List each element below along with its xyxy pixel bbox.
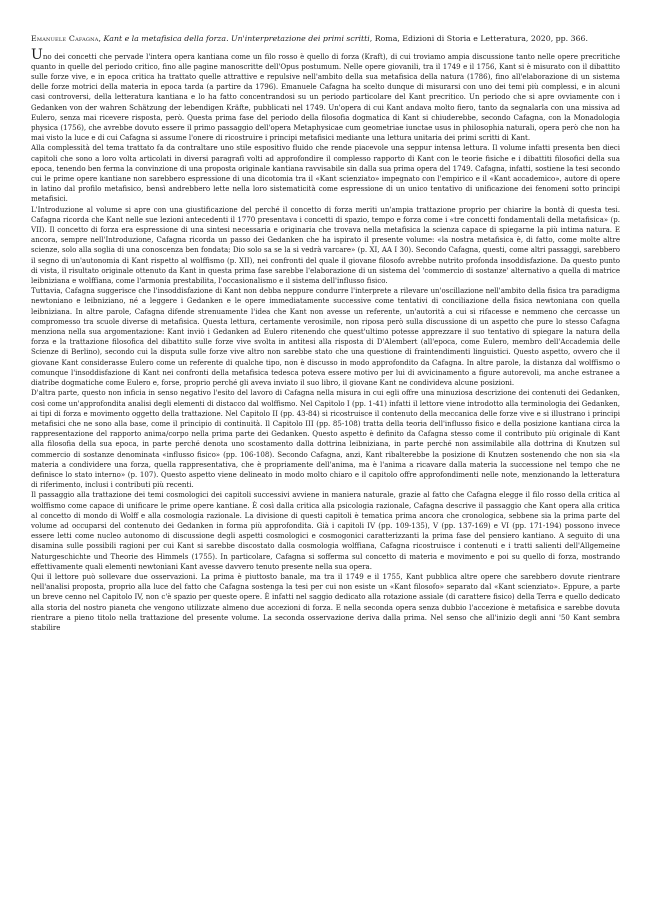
reference-title: Kant e la metafisica della forza. Un'interpretazione dei primi scritti	[103, 34, 370, 43]
drop-cap: U	[31, 46, 43, 63]
paragraph: L'Introduzione al volume si apre con una giustificazione del perché il concetto di forza meriti un'ampia trattazione proprio per chiarire la bontà di questa tesi. Cafagna ricorda che Kant nelle sue lezioni antecedenti il 1770 presentava i concetti di spazio, tempo e forza come i «tre concetti fondamentali della metafisica» (p. VII). Il concetto di forza era espressione di una sintesi necessaria e originaria che trovava nella metafisica la scienza capace di spiegarne la più intima natura. E ancora, sempre nell'Introduzione, Cafagna ricorda un passo dei Gedanken che ha ispirato il presente volume: «la nostra metafisica è, di fatto, come molte altre scienze, solo alla soglia di una conoscenza ben fondata; Dio solo sa se la si vedrà varcare» (p. XI, AA I 30). Secondo Cafagna, questi, come altri passaggi, sarebbero il segno di un'autonomia di Kant rispetto al wolffismo (p. XII), nei confronti del quale il giovane filosofo avrebbe nutrito profonda insoddisfazione. Da questo punto di vista, il risultato originale ottenuto da Kant in questa prima fase sarebbe l'elaborazione di un sistema del 'commercio di sostanze' alternativo a quella di matrice leibniziana e wolffiana, come l'armonia prestabilita, l'occasionalismo e il sistema dell'influsso fisico.	[31, 204, 620, 286]
paragraph: Qui il lettore può sollevare due osservazioni. La prima è piuttosto banale, ma tra il 1749 e il 1755, Kant pubblica altre opere che sarebbero dovute rientrare nell'analisi proposta, proprio alla luce del fatto che Cafagna sostenga la tesi per cui non esiste un «Kant filosofo» separato dal «Kant scienziato». Eppure, a parte un breve cenno nel Capitolo IV, non c'è spazio per queste opere. È infatti nel saggio dedicato alla rotazione assiale (di carattere fisico) della Terra e quello dedicato alla storia del nostro pianeta che vengono utilizzate almeno due accezioni di forza. E nella seconda opera senza dubbio l'accezione è metafisica e sarebbe dovuta rientrare a pieno titolo nella trattazione del presente volume. La seconda osservazione deriva dalla prima. Nel senso che all'inizio degli anni '50 Kant sembra stabilire	[31, 571, 620, 632]
paragraph	[31, 46, 620, 144]
book-reference: Emanuele Cafagna, Kant e la metafisica della forza. Un'interpretazione dei primi scritti, Roma, Edizioni di Storia e Letteratura, 2020, pp. 366.	[31, 34, 588, 43]
paragraph-text: no dei concetti che pervade l'intera opera kantiana come un filo rosso è quello di forza (Kraft), di cui troviamo ampia discussione tanto nelle opere precritiche quanto in quelle del periodo critico, fino alle pagine manoscritte dell'Opus postumum. Nelle opere giovanili, tra il 1749 e il 1756, Kant si è misurato con il dibattito sulle forze vive, e in epoca critica ha trattato quelle attrattive e repulsive nell'ambito della sua metafisica della natura (1786), fino all'elaborazione di un sistema delle forze motrici della materia in epoca tarda (a partire da 1796). Emanuele Cafagna ha scelto dunque di misurarsi con uno dei temi più complessi, e in alcuni casi controversi, della letteratura kantiana e lo ha fatto concentrandosi su un periodo particolare del Kant precritico. Un periodo che si apre ovviamente con i Gedanken von der wahren Schätzung der lebendigen Kräfte, pubblicati nel 1749. Un'opera di cui Kant andava molto fiero, tanto da segnalarla con una missiva ad Eulero, senza mai ricevere risposta, però. Questa prima fase del periodo della filosofia dogmatica di Kant si chiuderebbe, secondo Cafagna, con la Monadologia physica (1756), che avrebbe dovuto essere il primo passaggio dell'opera Metaphysicae cum geometriae iunctae usus in philosophia naturali, opera però che non ha mai visto la luce e di cui Cafagna si assume l'onere di ricostruire i principi metafisici mediante una lettura unitaria dei primi scritti di Kant.	[31, 51, 620, 143]
reference-author: Emanuele Cafagna	[31, 34, 99, 43]
reference-publication: , Roma, Edizioni di Storia e Letteratura, 2020, pp. 366.	[369, 34, 588, 43]
review-body	[31, 46, 620, 634]
paragraph: Tuttavia, Cafagna suggerisce che l'insoddisfazione di Kant non debba neppure condurre l'interprete a rilevare un'oscillazione nell'ambito della fisica tra paradigma newtoniano e leibniziano, né a leggere i Gedanken e le opere immediatamente successive come tentativi di conciliazione della fisica newtoniana con quella leibniziana. In altre parole, Cafagna difende strenuamente l'idea che Kant non avesse un referente, un'autorità a cui si rifacesse e nemmeno che cercasse un compromesso tra scuole diverse di metafisica. Questa lettura, certamente verosimile, non riposa però sulla discussione di un aspetto che pure lo stesso Cafagna menziona nella sua argomentazione: Kant inviò i Gedanken ad Eulero ritenendo che quest'ultimo potesse apprezzare il suo tentativo di spiegare la natura della forza e la trattazione filosofica del dibattito sulle forze vive svolta in antitesi alla risposta di D'Alembert (all'epoca, come Eulero, membro dell'Accademia delle Scienze di Berlino), secondo cui la disputa sulle forze vive altro non sarebbe stato che una questione di fraintendimenti linguistici. Questo aspetto, ovvero che il giovane Kant considerasse Eulero come un referente di qualche tipo, non è discusso in modo approfondito da Cafagna. In altre parole, la distanza dal wolffismo o comunque l'insoddisfazione di Kant nei confronti della metafisica tedesca poteva essere motivo per lui di avvicinamento a figure autorevoli, ma anche estranee a diatribe dogmatiche come Eulero e, forse, proprio perché gli aveva inviato il suo libro, il giovane Kant ne condivideva alcune posizioni.	[31, 286, 620, 388]
paragraph: Il passaggio alla trattazione dei temi cosmologici dei capitoli successivi avviene in maniera naturale, grazie al fatto che Cafagna elegge il filo rosso della critica al wolffismo come capace di unificare le prime opere kantiane. È così dalla critica alla psicologia razionale, Cafagna descrive il passaggio che Kant opera alla critica al concetto di mondo di Wolff e alla cosmologia razionale. La divisione di questi capitoli è tematica prima ancora che cronologica, sebbene sia la prima parte del volume ad occuparsi del contenuto dei Gedanken in forma più approfondita. Già i capitoli IV (pp. 109-135), V (pp. 137-169) e VI (pp. 171-194) possono invece essere letti come nucleo autonomo di discussione degli aspetti cosmologici e cosmogonici caratterizzanti la prima fase del pensiero kantiano. A seguito di una disamina sulle possibili ragioni per cui Kant si sarebbe discostato dalla cosmologia wolffiana, Cafagna ricostruisce i contenuti e i tratti salienti dell'Allgemeine Naturgeschichte und Theorie des Himmels (1755). In particolare, Cafagna si sofferma sul concetto di materia e movimento e poi su quello di forza, mostrando effettivamente quali elementi newtoniani Kant avesse davvero tenuto presente nella sua opera.	[31, 490, 620, 571]
paragraph: D'altra parte, questo non inficia in senso negativo l'esito del lavoro di Cafagna nella misura in cui egli offre una minuziosa descrizione dei contenuti dei Gedanken, così come un'approfondita analisi degli elementi di distacco dal wolffismo. Nel Capitolo I (pp. 1-41) infatti il lettore viene introdotto alla terminologia dei Gedanken, ai tipi di forza e movimento oggetto della trattazione. Nel Capitolo II (pp. 43-84) si ricostruisce il contenuto della meccanica delle forze vive e si illustrano i principi metafisici che ne sono alla base, come il principio di continuità. Il Capitolo III (pp. 85-108) tratta della teoria dell'influsso fisico e della posizione kantiana circa la rappresentazione del rapporto anima/corpo nella prima parte dei Gedanken. Questo aspetto è definito da Cafagna stesso come il contributo più originale di Kant alla filosofia della sua epoca, in parte perché denota uno scostamento dalla dottrina leibniziana, in parte perché non assimilabile alla dottrina di Knutzen sul commercio di sostanze denominata «influsso fisico» (pp. 106-108). Secondo Cafagna, anzi, Kant ribalterebbe la posizione di Knutzen sostenendo che non sia «la materia a condividere una forza, quella rappresentativa, che è propriamente dell'anima, ma è l'anima a ricavare dalla materia la successione nel tempo che ne definisce lo stato interno» (p. 107). Questo aspetto viene delineato in modo molto chiaro e il capitolo offre approfondimenti nelle note, menzionando la letteratura di riferimento, inclusi i contributi più recenti.	[31, 388, 620, 490]
paragraph: Alla complessità del tema trattato fa da contraltare uno stile espositivo fluido che rende piacevole una seppur intensa lettura. Il volume infatti presenta ben dieci capitoli che sono a loro volta articolati in diversi paragrafi volti ad approfondire il complesso rapporto di Kant con le teorie fisiche e i dibattiti filosofici della sua epoca, tenendo ben ferma la convinzione di una proposta originale kantiana ravvisabile sin dalla sua prima opera del 1749. Cafagna, infatti, sostiene la tesi secondo cui le prime opere kantiane non sarebbero espressione di una dicotomia tra il «Kant scienziato» impegnato con l'empirico e il «Kant accademico», autore di opere in latino dal profilo metafisico, bensì andrebbero lette nella loro sistematicità come espressione di un unico tentativo di unificazione dei fenomeni sotto principi metafisici.	[31, 143, 620, 204]
